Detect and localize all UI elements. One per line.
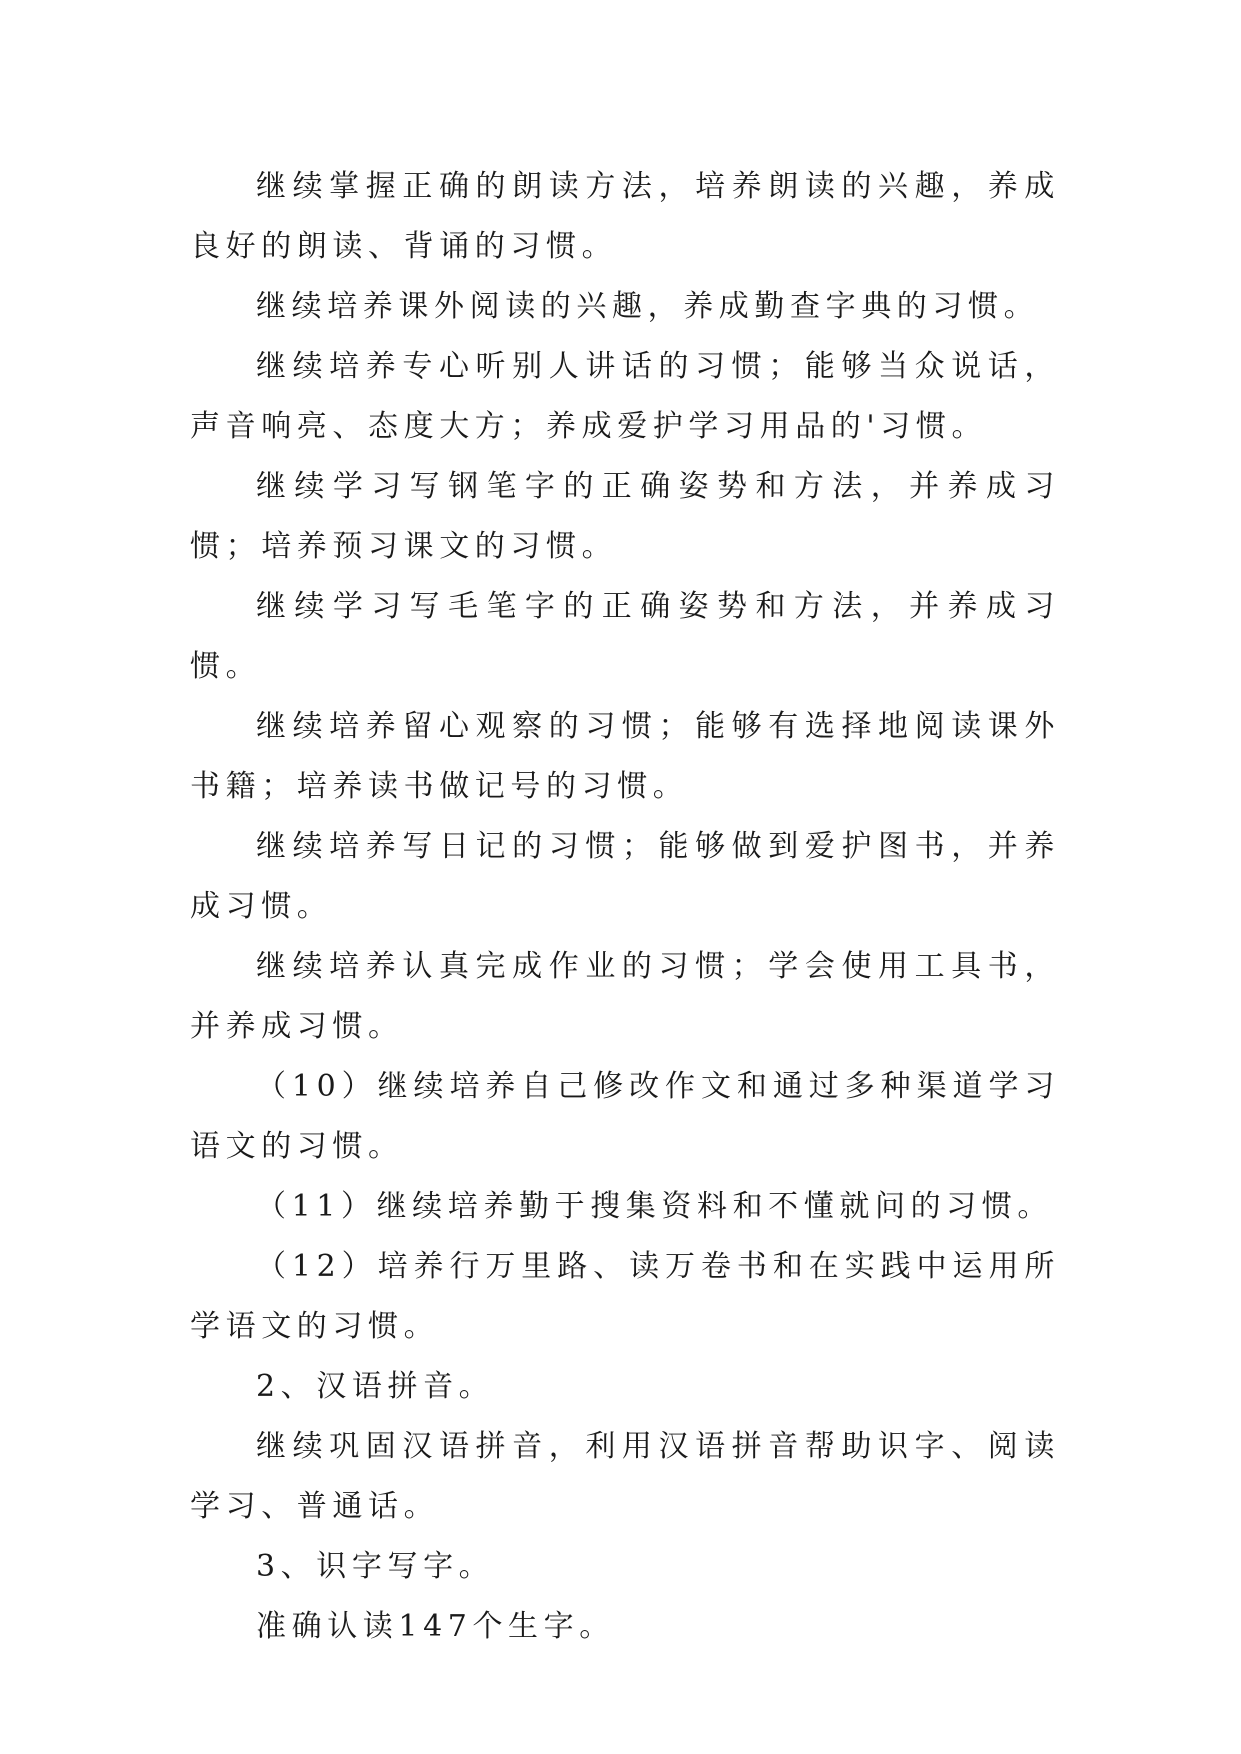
paragraph: 继续学习写毛笔字的正确姿势和方法，并养成习惯。 (190, 589, 1060, 684)
paragraph: 继续培养写日记的习惯；能够做到爱护图书，并养成习惯。 (190, 829, 1060, 924)
section-heading: 3、识字写字。 (256, 1549, 495, 1584)
document-body (190, 157, 1060, 1657)
paragraph: 继续掌握正确的朗读方法，培养朗读的兴趣，养成良好的朗读、背诵的习惯。 (190, 169, 1060, 264)
paragraph: 继续培养专心听别人讲话的习惯；能够当众说话，声音响亮、态度大方；养成爱护学习用品的'习惯。 (190, 349, 1060, 444)
paragraph: 继续培养留心观察的习惯；能够有选择地阅读课外书籍；培养读书做记号的习惯。 (190, 709, 1060, 804)
section-heading: 2、汉语拼音。 (256, 1369, 495, 1404)
paragraph: （10）继续培养自己修改作文和通过多种渠道学习语文的习惯。 (190, 1069, 1060, 1164)
paragraph: 准确认读147个生字。 (256, 1609, 615, 1644)
paragraph: 继续培养课外阅读的兴趣，养成勤查字典的习惯。 (256, 289, 1040, 324)
paragraph: 继续巩固汉语拼音，利用汉语拼音帮助识字、阅读学习、普通话。 (190, 1429, 1060, 1524)
paragraph: （11）继续培养勤于搜集资料和不懂就问的习惯。 (256, 1189, 1053, 1224)
paragraph: （12）培养行万里路、读万卷书和在实践中运用所学语文的习惯。 (190, 1249, 1060, 1344)
paragraph: 继续培养认真完成作业的习惯；学会使用工具书，并养成习惯。 (190, 949, 1060, 1044)
paragraph: 继续学习写钢笔字的正确姿势和方法，并养成习惯；培养预习课文的习惯。 (190, 469, 1060, 564)
